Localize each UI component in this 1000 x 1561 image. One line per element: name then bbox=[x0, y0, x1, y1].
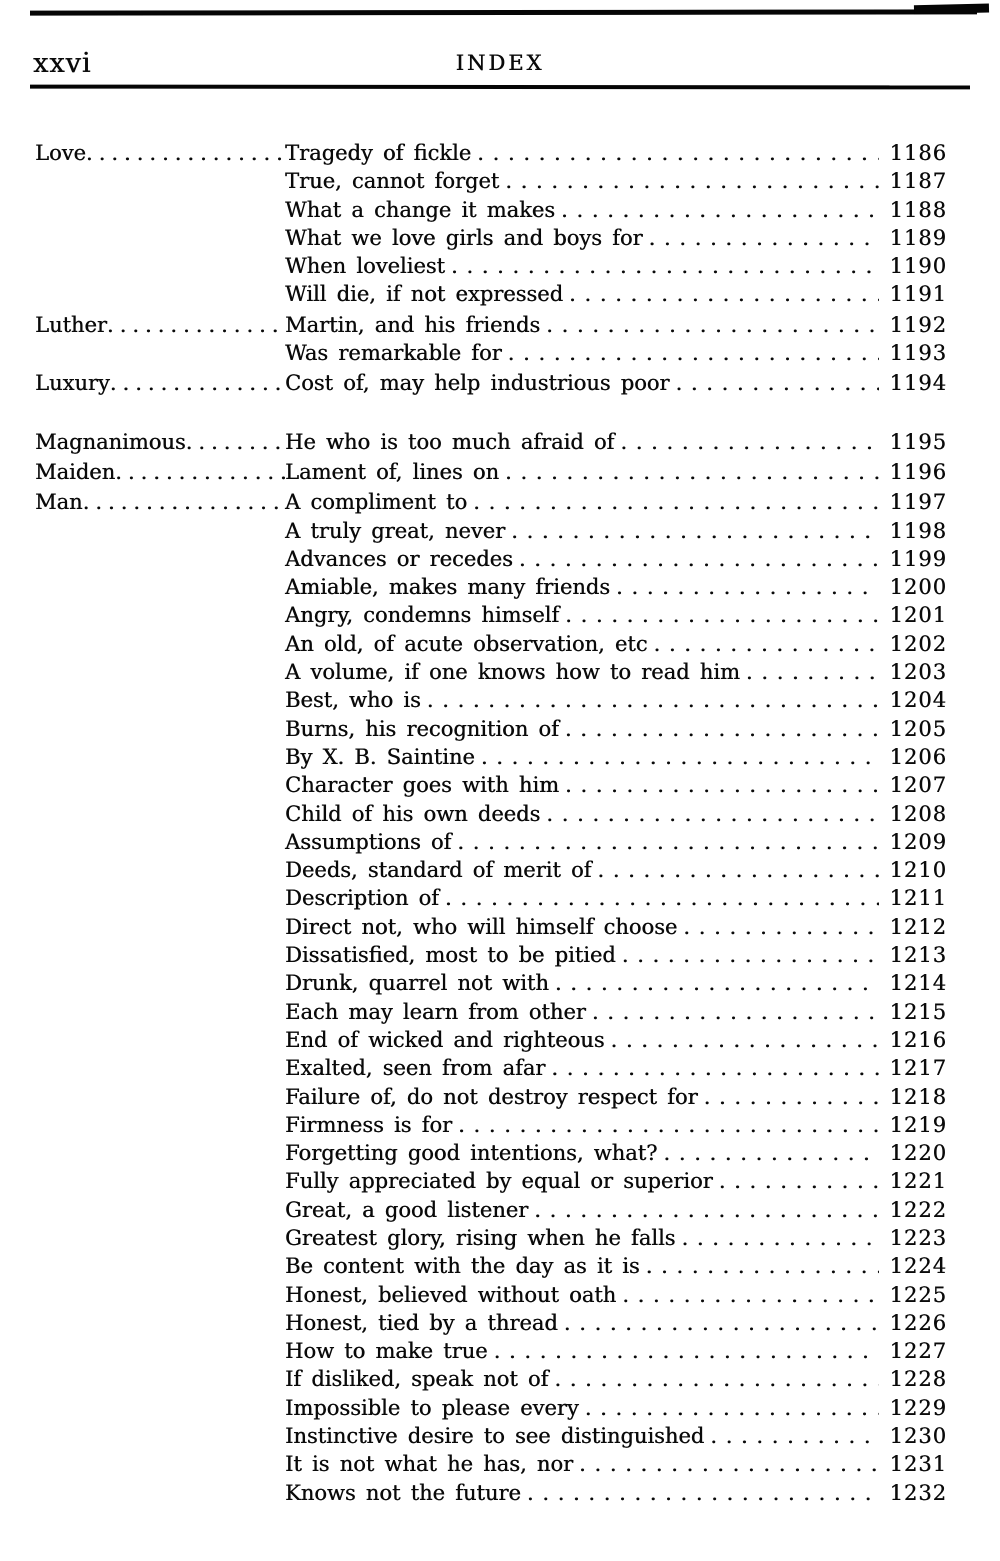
index-entry-row bbox=[35, 573, 947, 601]
entry-subentry: Best, who is bbox=[285, 688, 421, 713]
entry-page-number: 1225 bbox=[889, 1282, 947, 1307]
entry-headword bbox=[35, 1054, 285, 1082]
entry-headword bbox=[35, 771, 285, 799]
index-entry-row bbox=[35, 1394, 947, 1422]
leader-dots bbox=[511, 517, 879, 545]
entry-headword bbox=[35, 1422, 285, 1450]
entry-headword bbox=[35, 458, 285, 486]
leader-dots bbox=[458, 1111, 879, 1139]
leader-dots bbox=[649, 224, 879, 252]
leader-dots bbox=[663, 1139, 879, 1167]
index-entry-row bbox=[35, 1479, 947, 1507]
leader-dots bbox=[675, 369, 879, 397]
entry-page-number: 1207 bbox=[889, 773, 947, 798]
entry-subentry: Cost of, may help industrious poor bbox=[285, 371, 670, 396]
entry-page-number: 1213 bbox=[889, 943, 947, 968]
entry-subentry: Impossible to please every bbox=[285, 1395, 579, 1420]
entry-page-number: 1198 bbox=[889, 518, 947, 543]
entry-headword bbox=[35, 139, 285, 167]
entry-headword bbox=[35, 630, 285, 658]
entry-subentry: When loveliest bbox=[285, 254, 445, 279]
entry-headword bbox=[35, 913, 285, 941]
entry-headword bbox=[35, 998, 285, 1026]
index-entry-row bbox=[35, 458, 947, 486]
entry-subentry: Lament of, lines on bbox=[285, 459, 499, 484]
entry-headword bbox=[35, 545, 285, 573]
index-entry-row bbox=[35, 998, 947, 1026]
leader-dots bbox=[451, 252, 879, 280]
entry-subentry: Deeds, standard of merit of bbox=[285, 858, 592, 883]
leader-dots bbox=[710, 1422, 879, 1450]
index-entry-row bbox=[35, 828, 947, 856]
index-entry-row bbox=[35, 139, 947, 167]
leader-dots bbox=[508, 339, 879, 367]
entry-page-number: 1205 bbox=[889, 716, 947, 741]
index-entry-row bbox=[35, 1139, 947, 1167]
entry-subentry: An old, of acute observation, etc bbox=[285, 631, 648, 656]
entry-headword bbox=[35, 969, 285, 997]
entry-headword bbox=[35, 601, 285, 629]
entry-subentry: Martin, and his friends bbox=[285, 312, 541, 337]
leader-dots bbox=[653, 630, 879, 658]
leader-dots bbox=[569, 280, 879, 308]
leader-dots bbox=[445, 884, 879, 912]
entry-headword bbox=[35, 686, 285, 714]
entry-subentry: Be content with the day as it is bbox=[285, 1254, 640, 1279]
leader-dots bbox=[554, 1365, 879, 1393]
entry-subentry: Drunk, quarrel not with bbox=[285, 971, 549, 996]
headword-text: Luther bbox=[35, 312, 107, 337]
leader-dots bbox=[565, 715, 879, 743]
leader-dots bbox=[505, 458, 879, 486]
entry-page-number: 1222 bbox=[889, 1197, 947, 1222]
entry-page-number: 1193 bbox=[889, 341, 947, 366]
leader-dots bbox=[622, 1281, 879, 1309]
entry-headword bbox=[35, 196, 285, 224]
entry-headword bbox=[35, 252, 285, 280]
entry-headword bbox=[35, 1196, 285, 1224]
entry-page-number: 1221 bbox=[889, 1169, 947, 1194]
index-entry-row bbox=[35, 715, 947, 743]
entry-subentry: A compliment to bbox=[285, 490, 468, 515]
index-entry-row bbox=[35, 280, 947, 308]
entry-headword bbox=[35, 311, 285, 339]
entry-page-number: 1188 bbox=[889, 197, 947, 222]
leader-dots bbox=[527, 1479, 879, 1507]
index-entry-row bbox=[35, 339, 947, 367]
entry-page-number: 1199 bbox=[889, 546, 947, 571]
index-entry-row bbox=[35, 884, 947, 912]
index-entry-row bbox=[35, 1365, 947, 1393]
entry-subentry: Dissatisfied, most to be pitied bbox=[285, 943, 616, 968]
entry-headword bbox=[35, 1479, 285, 1507]
headword-text: Man bbox=[35, 490, 83, 515]
entry-page-number: 1227 bbox=[889, 1339, 947, 1364]
index-entry-row bbox=[35, 771, 947, 799]
entry-page-number: 1232 bbox=[889, 1480, 947, 1505]
index-entry-row bbox=[35, 1252, 947, 1280]
leader-dots bbox=[457, 828, 879, 856]
leader-dots bbox=[561, 196, 879, 224]
index-entry-row bbox=[35, 1083, 947, 1111]
entry-page-number: 1189 bbox=[889, 225, 947, 250]
leader-dots bbox=[681, 1224, 879, 1252]
entry-page-number: 1192 bbox=[889, 312, 947, 337]
entry-page-number: 1191 bbox=[889, 282, 947, 307]
index-entry-row bbox=[35, 369, 947, 397]
index-entry-row bbox=[35, 1167, 947, 1195]
entry-subentry: What we love girls and boys for bbox=[285, 225, 643, 250]
entry-subentry: It is not what he has, nor bbox=[285, 1452, 574, 1477]
leader-dots bbox=[622, 941, 879, 969]
index-entry-row bbox=[35, 969, 947, 997]
entry-subentry: Tragedy of fickle bbox=[285, 141, 472, 165]
entry-headword bbox=[35, 573, 285, 601]
index-entry-row bbox=[35, 941, 947, 969]
entry-subentry: Amiable, makes many friends bbox=[285, 575, 610, 600]
entry-subentry: Character goes with him bbox=[285, 773, 559, 798]
index-entry-row bbox=[35, 630, 947, 658]
leader-dots bbox=[610, 1026, 879, 1054]
entry-page-number: 1195 bbox=[889, 429, 947, 454]
leader-dots bbox=[719, 1167, 879, 1195]
entry-page-number: 1187 bbox=[889, 169, 947, 194]
index-entry-row bbox=[35, 196, 947, 224]
entry-page-number: 1224 bbox=[889, 1254, 947, 1279]
headword-text: Luxury bbox=[35, 371, 110, 396]
leader-dots bbox=[585, 1394, 879, 1422]
entry-headword bbox=[35, 1026, 285, 1054]
index-entry-row bbox=[35, 1054, 947, 1082]
entry-headword bbox=[35, 1450, 285, 1478]
entry-page-number: 1206 bbox=[889, 744, 947, 769]
entry-headword bbox=[35, 884, 285, 912]
leader-dots bbox=[746, 658, 879, 686]
index-entry-row bbox=[35, 488, 947, 516]
leader-dots bbox=[555, 969, 879, 997]
index-entry-row bbox=[35, 658, 947, 686]
entry-subentry: Forgetting good intentions, what? bbox=[285, 1141, 658, 1166]
running-title: INDEX bbox=[455, 51, 545, 75]
entry-subentry: Exalted, seen from afar bbox=[285, 1056, 546, 1081]
index-entry-row bbox=[35, 1224, 947, 1252]
page-header bbox=[30, 35, 970, 79]
entry-page-number: 1194 bbox=[889, 371, 947, 396]
leader-dots bbox=[683, 913, 879, 941]
entry-page-number: 1215 bbox=[889, 999, 947, 1024]
entry-subentry: How to make true bbox=[285, 1339, 488, 1364]
leader-dots bbox=[473, 488, 879, 516]
scanned-index-page bbox=[0, 10, 1000, 1561]
entry-subentry: Honest, believed without oath bbox=[285, 1282, 617, 1307]
index-entry-row bbox=[35, 743, 947, 771]
entry-page-number: 1228 bbox=[889, 1367, 947, 1392]
entry-subentry: He who is too much afraid of bbox=[285, 429, 615, 454]
entry-headword bbox=[35, 1309, 285, 1337]
entry-page-number: 1218 bbox=[889, 1084, 947, 1109]
leader-dots bbox=[481, 743, 879, 771]
index-list bbox=[0, 139, 1000, 1507]
leader-dots bbox=[616, 573, 879, 601]
entry-page-number: 1200 bbox=[889, 575, 947, 600]
entry-headword bbox=[35, 1083, 285, 1111]
headword-leader-dots bbox=[110, 369, 285, 397]
page-folio: xxvi bbox=[33, 48, 92, 79]
entry-headword bbox=[35, 1394, 285, 1422]
index-entry-row bbox=[35, 545, 947, 573]
index-entry-row bbox=[35, 1281, 947, 1309]
entry-page-number: 1217 bbox=[889, 1056, 947, 1081]
index-entry-row bbox=[35, 856, 947, 884]
leader-dots bbox=[534, 1196, 879, 1224]
entry-subentry: Description of bbox=[285, 886, 439, 911]
index-entry-row bbox=[35, 800, 947, 828]
index-entry-row bbox=[35, 1450, 947, 1478]
leader-dots bbox=[579, 1450, 879, 1478]
entry-headword bbox=[35, 715, 285, 743]
entry-page-number: 1216 bbox=[889, 1027, 947, 1052]
entry-page-number: 1210 bbox=[889, 858, 947, 883]
index-entry-row bbox=[35, 1337, 947, 1365]
entry-headword bbox=[35, 941, 285, 969]
entry-subentry: Will die, if not expressed bbox=[285, 282, 564, 307]
leader-dots bbox=[592, 998, 879, 1026]
leader-dots bbox=[704, 1083, 879, 1111]
entry-headword bbox=[35, 428, 285, 456]
leader-dots bbox=[505, 167, 879, 195]
entry-headword bbox=[35, 1337, 285, 1365]
headword-text: Love bbox=[35, 141, 86, 165]
leader-dots bbox=[646, 1252, 879, 1280]
index-entry-row bbox=[35, 601, 947, 629]
leader-dots bbox=[597, 856, 879, 884]
entry-subentry: Burns, his recognition of bbox=[285, 716, 559, 741]
entry-headword bbox=[35, 369, 285, 397]
entry-page-number: 1219 bbox=[889, 1112, 947, 1137]
entry-headword bbox=[35, 1111, 285, 1139]
entry-subentry: Firmness is for bbox=[285, 1112, 453, 1137]
entry-headword bbox=[35, 339, 285, 367]
entry-page-number: 1197 bbox=[889, 490, 947, 515]
entry-page-number: 1203 bbox=[889, 660, 947, 685]
leader-dots bbox=[564, 1309, 879, 1337]
index-entry-row bbox=[35, 252, 947, 280]
leader-dots bbox=[477, 139, 879, 167]
entry-headword bbox=[35, 658, 285, 686]
leader-dots bbox=[565, 771, 879, 799]
entry-subentry: Child of his own deeds bbox=[285, 801, 541, 826]
entry-page-number: 1208 bbox=[889, 801, 947, 826]
leader-dots bbox=[565, 601, 879, 629]
entry-headword bbox=[35, 1365, 285, 1393]
entry-headword bbox=[35, 743, 285, 771]
leader-dots bbox=[494, 1337, 879, 1365]
headword-leader-dots bbox=[186, 428, 285, 456]
entry-headword bbox=[35, 1139, 285, 1167]
entry-headword bbox=[35, 828, 285, 856]
entry-subentry: Fully appreciated by equal or superior bbox=[285, 1169, 713, 1194]
entry-headword bbox=[35, 1252, 285, 1280]
entry-headword bbox=[35, 800, 285, 828]
entry-headword bbox=[35, 1224, 285, 1252]
entry-subentry: A volume, if one knows how to read him bbox=[285, 660, 740, 685]
headword-leader-dots bbox=[115, 458, 285, 486]
index-entry-row bbox=[35, 1111, 947, 1139]
entry-subentry: Each may learn from other bbox=[285, 999, 586, 1024]
leader-dots bbox=[546, 311, 879, 339]
headword-text: Magnanimous bbox=[35, 429, 186, 454]
entry-page-number: 1212 bbox=[889, 914, 947, 939]
index-entry-row bbox=[35, 167, 947, 195]
entry-headword bbox=[35, 280, 285, 308]
entry-subentry: Direct not, who will himself choose bbox=[285, 914, 678, 939]
entry-subentry: Assumptions of bbox=[285, 829, 452, 854]
entry-page-number: 1230 bbox=[889, 1424, 947, 1449]
leader-dots bbox=[620, 428, 879, 456]
entry-subentry: Failure of, do not destroy respect for bbox=[285, 1084, 698, 1109]
entry-headword bbox=[35, 488, 285, 516]
index-entry-row bbox=[35, 224, 947, 252]
entry-subentry: If disliked, speak not of bbox=[285, 1367, 549, 1392]
entry-page-number: 1223 bbox=[889, 1225, 947, 1250]
index-entry-row bbox=[35, 1026, 947, 1054]
entry-headword bbox=[35, 224, 285, 252]
entry-subentry: Was remarkable for bbox=[285, 341, 502, 366]
entry-page-number: 1204 bbox=[889, 688, 947, 713]
headword-text: Maiden bbox=[35, 459, 116, 484]
leader-dots bbox=[551, 1054, 879, 1082]
entry-headword bbox=[35, 1167, 285, 1195]
headword-leader-dots bbox=[107, 311, 285, 339]
entry-page-number: 1201 bbox=[889, 603, 947, 628]
entry-subentry: What a change it makes bbox=[285, 197, 556, 222]
headword-leader-dots bbox=[86, 139, 285, 167]
top-rule bbox=[30, 9, 977, 15]
leader-dots bbox=[427, 686, 879, 714]
index-entry-row bbox=[35, 428, 947, 456]
entry-page-number: 1229 bbox=[889, 1395, 947, 1420]
index-entry-row bbox=[35, 1309, 947, 1337]
entry-subentry: Advances or recedes bbox=[285, 546, 513, 571]
entry-page-number: 1202 bbox=[889, 631, 947, 656]
entry-page-number: 1214 bbox=[889, 971, 947, 996]
index-entry-row bbox=[35, 1196, 947, 1224]
entry-subentry: Greatest glory, rising when he falls bbox=[285, 1225, 676, 1250]
entry-page-number: 1190 bbox=[889, 254, 947, 279]
entry-page-number: 1196 bbox=[889, 459, 947, 484]
entry-page-number: 1226 bbox=[889, 1310, 947, 1335]
entry-page-number: 1231 bbox=[889, 1452, 947, 1477]
entry-subentry: Knows not the future bbox=[285, 1480, 521, 1505]
entry-subentry: Great, a good listener bbox=[285, 1197, 529, 1222]
entry-subentry: By X. B. Saintine bbox=[285, 744, 475, 769]
entry-subentry: End of wicked and righteous bbox=[285, 1027, 605, 1052]
entry-subentry: Instinctive desire to see distinguished bbox=[285, 1424, 705, 1449]
entry-subentry: Honest, tied by a thread bbox=[285, 1310, 558, 1335]
entry-subentry: Angry, condemns himself bbox=[285, 603, 560, 628]
headword-leader-dots bbox=[83, 488, 285, 516]
entry-headword bbox=[35, 167, 285, 195]
index-entry-row bbox=[35, 1422, 947, 1450]
header-rule bbox=[30, 85, 970, 90]
index-entry-row bbox=[35, 311, 947, 339]
index-entry-row bbox=[35, 517, 947, 545]
entry-page-number: 1209 bbox=[889, 829, 947, 854]
entry-headword bbox=[35, 517, 285, 545]
leader-dots bbox=[546, 800, 879, 828]
entry-subentry: A truly great, never bbox=[285, 518, 506, 543]
entry-subentry: True, cannot forget bbox=[285, 169, 500, 194]
entry-page-number: 1220 bbox=[889, 1141, 947, 1166]
index-entry-row bbox=[35, 913, 947, 941]
entry-headword bbox=[35, 1281, 285, 1309]
index-entry-row bbox=[35, 686, 947, 714]
entry-page-number: 1186 bbox=[889, 141, 947, 165]
entry-page-number: 1211 bbox=[889, 886, 947, 911]
entry-headword bbox=[35, 856, 285, 884]
leader-dots bbox=[519, 545, 879, 573]
